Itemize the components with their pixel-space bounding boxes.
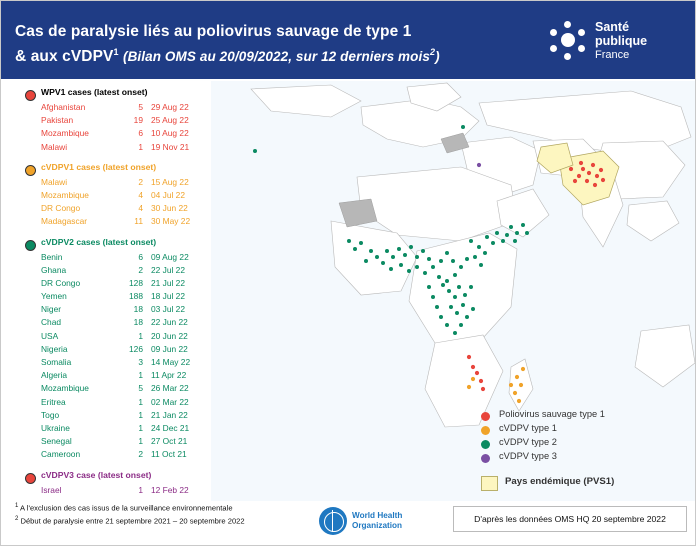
latest-onset-date: 27 Oct 21 — [151, 436, 188, 447]
latest-onset-date: 30 Jun 22 — [151, 203, 188, 214]
group-heading-label: WPV1 cases (latest onset) — [41, 87, 148, 97]
country-name: Ghana — [41, 264, 67, 275]
who-logo-line-1: World Health — [352, 511, 403, 520]
spf-logo-icon — [547, 20, 589, 62]
title-subtitle-close: ) — [435, 49, 440, 65]
legend-swatch-cvdpv1 — [481, 426, 490, 435]
title-superscript-1: 1 — [113, 47, 119, 57]
list-item — [11, 436, 211, 449]
list-item — [11, 177, 211, 190]
legend-label-endemic: Pays endémique (PVS1) — [505, 476, 615, 487]
case-count: 11 — [134, 216, 143, 227]
latest-onset-date: 09 Aug 22 — [151, 251, 189, 262]
country-name: Israel — [41, 484, 62, 495]
spf-logo-line-3: France — [595, 49, 630, 61]
case-count: 1 — [138, 409, 143, 420]
country-name: Togo — [41, 409, 60, 420]
country-name: Malawi — [41, 141, 68, 152]
list-item — [11, 252, 211, 265]
case-count: 4 — [138, 203, 143, 214]
spf-logo-text — [595, 20, 647, 62]
legend-item — [481, 423, 687, 437]
case-count: 3 — [138, 357, 143, 367]
latest-onset-date: 22 Jun 22 — [151, 317, 188, 328]
latest-onset-date: 25 Aug 22 — [151, 115, 189, 126]
latest-onset-date: 26 Mar 22 — [151, 383, 189, 394]
list-item — [11, 128, 211, 141]
country-name: Senegal — [41, 436, 72, 447]
latest-onset-date: 04 Jul 22 — [151, 189, 185, 200]
spf-logo-line-1: Santé — [595, 20, 630, 34]
title-line-1: Cas de paralysie liés au poliovirus sauvage de type 1 — [15, 23, 412, 40]
case-count: 1 — [138, 141, 143, 152]
group-header-cvdpv3 — [11, 470, 211, 484]
case-count: 6 — [138, 128, 143, 139]
list-item — [11, 265, 211, 278]
case-count: 18 — [133, 317, 143, 328]
footnote-1-text: A l'exclusion des cas issus de la surveillance environnementale — [20, 503, 233, 513]
case-count: 188 — [129, 291, 143, 302]
group-header-cvdpv1 — [11, 162, 211, 176]
case-count: 5 — [138, 102, 143, 112]
country-name: Madagascar — [41, 216, 88, 227]
country-name: Chad — [41, 317, 62, 328]
country-name: DR Congo — [41, 277, 81, 288]
footnote-2 — [15, 514, 315, 527]
legend-label: cVDPV type 1 — [499, 423, 557, 433]
country-name: Algeria — [41, 370, 68, 381]
latest-onset-date: 11 Oct 21 — [151, 449, 187, 460]
latest-onset-date: 15 Aug 22 — [151, 176, 189, 187]
latest-onset-date: 24 Dec 21 — [151, 422, 190, 433]
who-logo-text — [352, 511, 402, 531]
sante-publique-france-logo — [547, 15, 683, 67]
map-legend — [481, 409, 687, 493]
case-count: 126 — [129, 343, 143, 354]
list-item — [11, 397, 211, 410]
footnote-1 — [15, 501, 315, 514]
list-item — [11, 142, 211, 155]
legend-item-endemic — [481, 475, 687, 493]
latest-onset-date: 09 Jun 22 — [151, 343, 188, 354]
country-name: Malawi — [41, 176, 68, 187]
group-heading-label: cVDPV1 cases (latest onset) — [41, 161, 157, 172]
list-item — [11, 317, 211, 330]
latest-onset-date: 12 Feb 22 — [151, 484, 189, 495]
title-superscript-2: 2 — [429, 47, 436, 57]
case-count: 2 — [138, 176, 143, 187]
group-heading-label: cVDPV3 case (latest onset) — [41, 469, 152, 480]
country-name: Mozambique — [41, 383, 89, 394]
legend-item — [481, 437, 687, 451]
case-count: 1 — [138, 370, 143, 381]
latest-onset-date: 14 May 22 — [151, 357, 191, 367]
list-item — [11, 344, 211, 357]
list-item — [11, 410, 211, 423]
list-item — [11, 216, 211, 229]
case-count: 2 — [138, 449, 143, 460]
latest-onset-date: 21 Jul 22 — [151, 277, 185, 288]
legend-swatch-cvdpv2 — [481, 440, 490, 449]
who-logo — [319, 505, 459, 537]
latest-onset-date: 22 Jul 22 — [151, 264, 185, 275]
legend-item — [481, 409, 687, 423]
footnotes — [15, 501, 315, 527]
latest-onset-date: 20 Jun 22 — [151, 330, 188, 341]
wpv1-bullet-icon — [25, 90, 36, 101]
header-banner — [1, 1, 695, 79]
legend-label: Poliovirus sauvage type 1 — [499, 409, 605, 419]
list-item — [11, 190, 211, 203]
legend-label: cVDPV type 3 — [499, 451, 557, 461]
list-item — [11, 291, 211, 304]
country-name: Mozambique — [41, 189, 89, 200]
page-title — [15, 21, 535, 67]
case-count: 128 — [129, 277, 143, 288]
case-count: 1 — [138, 330, 143, 341]
country-name: Yemen — [41, 291, 67, 302]
footnote-2-marker: 2 — [15, 516, 19, 523]
country-name: Pakistan — [41, 115, 74, 126]
cvdpv2-bullet-icon — [25, 240, 36, 251]
latest-onset-date: 10 Aug 22 — [151, 128, 189, 139]
spf-logo-line-2: publique — [595, 34, 648, 48]
case-count: 2 — [138, 264, 143, 275]
case-count: 1 — [138, 436, 143, 447]
legend-item — [481, 451, 687, 465]
latest-onset-date: 03 Jul 22 — [151, 304, 185, 315]
list-item — [11, 304, 211, 317]
country-name: Eritrea — [41, 396, 66, 407]
list-item — [11, 331, 211, 344]
latest-onset-date: 02 Mar 22 — [151, 396, 189, 407]
case-count: 4 — [138, 189, 143, 200]
case-count: 6 — [138, 251, 143, 262]
list-item — [11, 203, 211, 216]
list-item — [11, 423, 211, 436]
case-count: 19 — [133, 115, 143, 126]
country-name: Afghanistan — [41, 102, 86, 112]
country-name: Cameroon — [41, 449, 81, 460]
list-item — [11, 357, 211, 370]
latest-onset-date: 29 Aug 22 — [151, 102, 189, 112]
list-item — [11, 383, 211, 396]
country-name: DR Congo — [41, 203, 81, 214]
country-name: Benin — [41, 251, 63, 262]
latest-onset-date: 21 Jan 22 — [151, 409, 188, 420]
list-item — [11, 485, 211, 498]
list-item — [11, 115, 211, 128]
title-line-2a: & aux cVDPV — [15, 48, 114, 66]
footnote-1-marker: 1 — [15, 503, 19, 509]
case-count: 1 — [138, 484, 143, 495]
list-item — [11, 278, 211, 291]
group-header-cvdpv2 — [11, 237, 211, 251]
latest-onset-date: 18 Jul 22 — [151, 291, 185, 302]
latest-onset-date: 19 Nov 21 — [151, 141, 190, 152]
legend-swatch-endemic — [481, 476, 498, 491]
case-count: 1 — [138, 396, 143, 407]
legend-label: cVDPV type 2 — [499, 437, 557, 447]
country-name: Niger — [41, 304, 62, 315]
cvdpv3-bullet-icon — [25, 473, 36, 484]
case-count: 1 — [138, 422, 143, 433]
latest-onset-date: 30 May 22 — [151, 216, 191, 227]
case-list-panel — [11, 87, 211, 507]
footnote-2-text: Début de paralysie entre 21 septembre 2021 – 20 septembre 2022 — [20, 516, 245, 526]
case-count: 5 — [138, 383, 143, 394]
who-logo-line-2: Organization — [352, 521, 403, 530]
group-header-wpv1 — [11, 87, 211, 101]
legend-swatch-wpv1 — [481, 412, 490, 421]
cvdpv1-bullet-icon — [25, 165, 36, 176]
who-globe-icon — [319, 507, 347, 535]
source-text: D'après les données OMS HQ 20 septembre 2022 — [474, 514, 666, 524]
case-count: 18 — [133, 304, 143, 315]
country-name: Somalia — [41, 357, 72, 367]
legend-swatch-cvdpv3 — [481, 454, 490, 463]
country-name: Nigeria — [41, 343, 68, 354]
source-box — [453, 506, 687, 532]
list-item — [11, 102, 211, 115]
list-item — [11, 449, 211, 462]
country-name: Ukraine — [41, 422, 70, 433]
country-name: Mozambique — [41, 128, 89, 139]
latest-onset-date: 11 Apr 22 — [151, 370, 187, 381]
title-subtitle-a: (Bilan OMS au 20/09/2022, sur 12 derniers mois — [122, 49, 430, 65]
list-item — [11, 370, 211, 383]
group-heading-label: cVDPV2 cases (latest onset) — [41, 236, 157, 247]
country-name: USA — [41, 330, 59, 341]
